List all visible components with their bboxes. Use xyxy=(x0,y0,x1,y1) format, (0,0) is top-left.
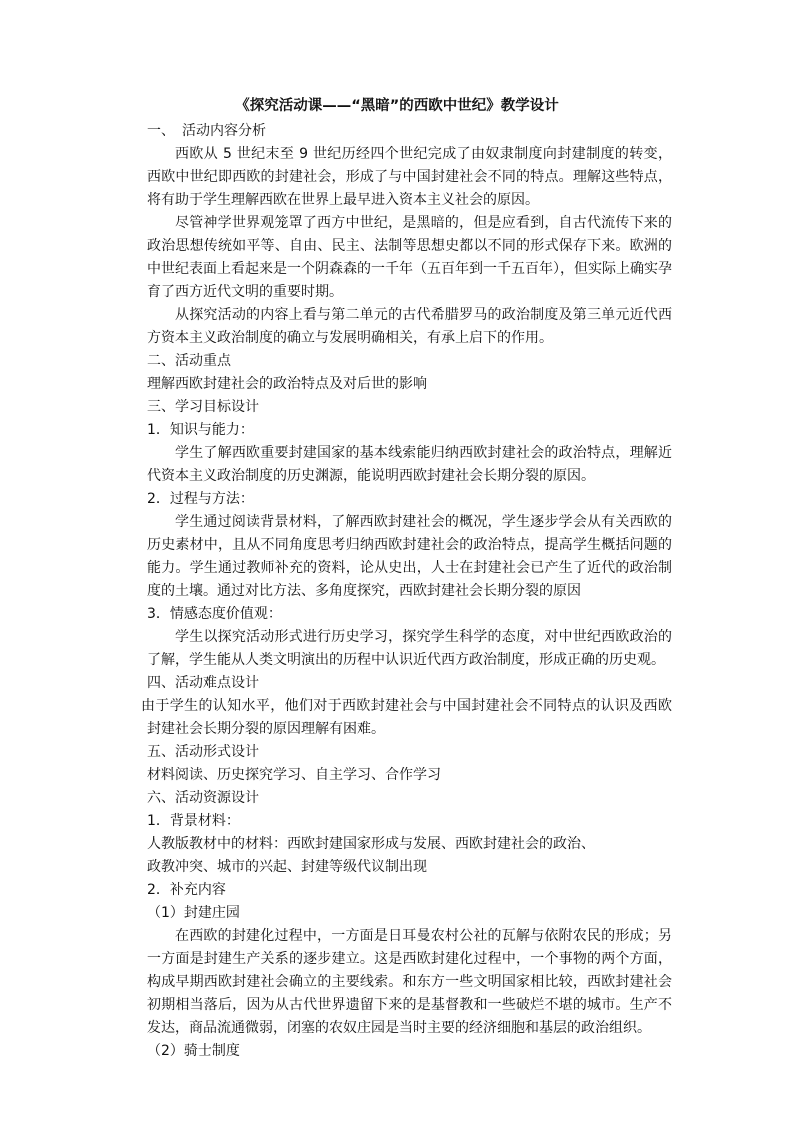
section-heading-3: 三、学习目标设计 xyxy=(147,399,259,415)
subsection-heading: 2．过程与方法： xyxy=(147,491,254,507)
paragraph: 学生了解西欧重要封建国家的基本线索能归纳西欧封建社会的政治特点，理解近代资本主义政治制度的历史渊源，能说明西欧封建社会长期分裂的原因。 xyxy=(147,445,672,484)
paragraph: 材料阅读、历史探究学习、自主学习、合作学习 xyxy=(147,767,441,783)
section-heading-2: 二、活动重点 xyxy=(147,353,231,369)
paragraph: 尽管神学世界观笼罩了西方中世纪，是黑暗的，但是应看到，自古代流传下来的政治思想传统如平等、自由、民主、法制等思想史都以不同的形式保存下来。欧洲的中世纪表面上看起来是一个阴森森的一千年（五百年到一千五百年），但实际上确实孕育了西方近代文明的重要时期。 xyxy=(147,215,672,300)
section-heading-5: 五、活动形式设计 xyxy=(147,744,259,760)
subsection-heading: （2）骑士制度 xyxy=(147,1043,240,1059)
document-body xyxy=(141,120,672,1063)
paragraph: 由于学生的认知水平，他们对于西欧封建社会与中国封建社会不同特点的认识及西欧封建社会长期分裂的原因理解有困难。 xyxy=(141,698,672,737)
subsection-heading: 3．情感态度价值观： xyxy=(147,606,282,622)
section-heading-1: 一、 活动内容分析 xyxy=(147,123,266,139)
document-title: 《探究活动课——“黑暗”的西欧中世纪》教学设计 xyxy=(235,98,559,114)
paragraph: 西欧从 5 世纪末至 9 世纪历经四个世纪完成了由奴隶制度向封建制度的转变，西欧中世纪即西欧的封建社会，形成了与中国封建社会不同的特点。理解这些特点，将有助于学生理解西欧在世界上最早进入资本主义社会的原因。 xyxy=(147,146,672,208)
paragraph: 人教版教材中的材料：西欧封建国家形成与发展、西欧封建社会的政治、 xyxy=(147,836,595,852)
subsection-heading: 2．补充内容 xyxy=(147,882,226,898)
paragraph: 在西欧的封建化过程中，一方面是日耳曼农村公社的瓦解与依附农民的形成；另一方面是封建生产关系的逐步建立。这是西欧封建化过程中，一个事物的两个方面，构成早期西欧封建社会确立的主要线索。和东方一些文明国家相比较，西欧封建社会初期相当落后，因为从古代世界遗留下来的是基督教和一些破烂不堪的城市。生产不发达，商品流通微弱，闭塞的农奴庄园是当时主要的经济细胞和基层的政治组织。 xyxy=(147,928,672,1036)
paragraph: 政教冲突、城市的兴起、封建等级代议制出现 xyxy=(147,859,427,875)
section-heading-6: 六、活动资源设计 xyxy=(147,790,259,806)
paragraph: 理解西欧封建社会的政治特点及对后世的影响 xyxy=(147,376,427,392)
subsection-heading: 1．知识与能力： xyxy=(147,422,254,438)
paragraph: 学生以探究活动形式进行历史学习，探究学生科学的态度，对中世纪西欧政治的了解，学生能从人类文明演出的历程中认识近代西方政治制度，形成正确的历史观。 xyxy=(147,629,672,668)
paragraph: 从探究活动的内容上看与第二单元的古代希腊罗马的政治制度及第三单元近代西方资本主义政治制度的确立与发展明确相关，有承上启下的作用。 xyxy=(147,307,672,346)
subsection-heading: （1）封建庄园 xyxy=(147,905,240,921)
paragraph: 学生通过阅读背景材料，了解西欧封建社会的概况，学生逐步学会从有关西欧的历史素材中，且从不同角度思考归纳西欧封建社会的政治特点，提高学生概括问题的能力。学生通过教师补充的资料，论从史出，人士在封建社会已产生了近代的政治制度的土壤。通过对比方法、多角度探究，西欧封建社会长期分裂的原因 xyxy=(147,514,672,599)
section-heading-4: 四、活动难点设计 xyxy=(147,675,259,691)
subsection-heading: 1．背景材料： xyxy=(147,813,240,829)
